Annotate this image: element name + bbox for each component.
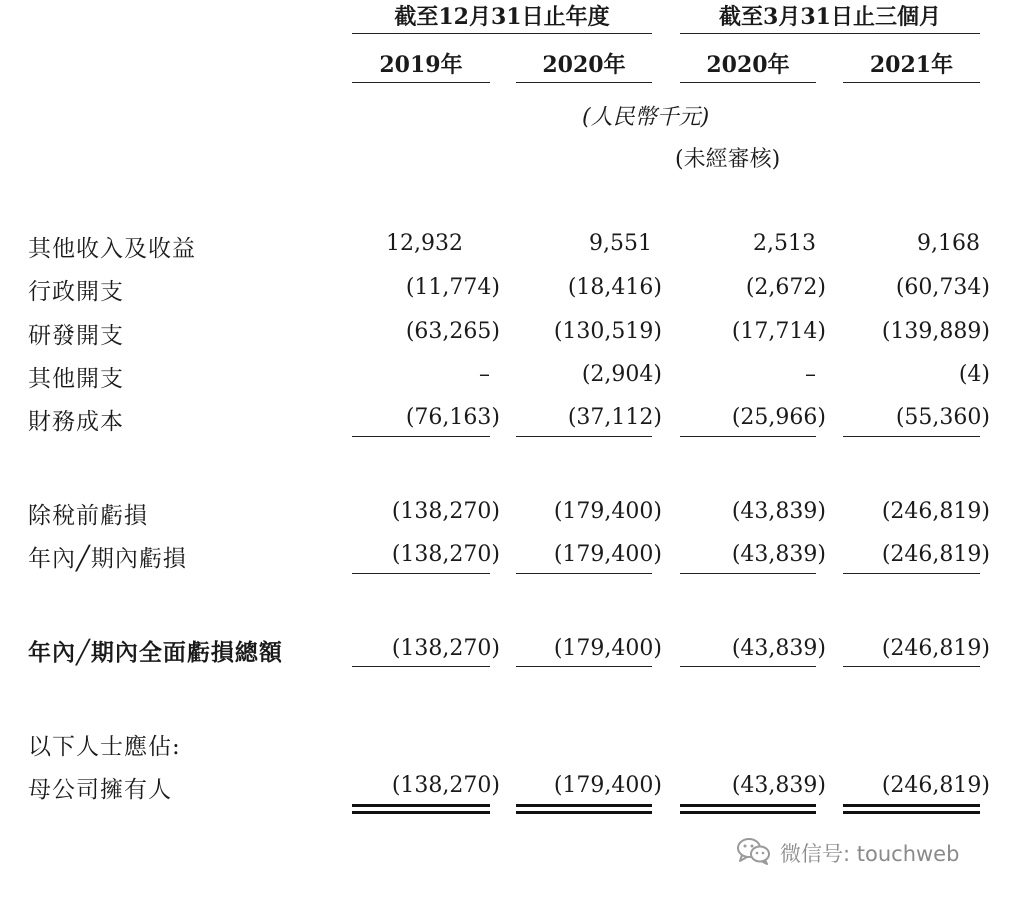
cell-finance-q2021: (55,360) bbox=[895, 405, 990, 430]
cell-finance-q2020: (25,966) bbox=[731, 405, 826, 430]
cell-lbt-q2021: (246,819) bbox=[881, 499, 990, 524]
cell-other-exp-q2020: – bbox=[805, 362, 816, 387]
cell-owners-q2021: (246,819) bbox=[881, 773, 990, 798]
cell-tcl-2020: (179,400) bbox=[553, 636, 662, 661]
year-header-4: 2021年 bbox=[869, 52, 954, 78]
total-rule-2 bbox=[516, 666, 652, 667]
cell-rnd-q2021: (139,889) bbox=[881, 319, 990, 344]
group-header-rule-fiscal bbox=[352, 33, 652, 34]
cell-other-income-2020: 9,551 bbox=[589, 231, 652, 256]
watermark-text: 微信号: touchweb bbox=[780, 842, 960, 866]
group-header-rule-quarter bbox=[680, 33, 980, 34]
subtotal-rule-2 bbox=[516, 436, 652, 437]
subtotal-rule-3 bbox=[680, 436, 816, 437]
cell-tcl-q2020: (43,839) bbox=[731, 636, 826, 661]
total-rule-4 bbox=[843, 666, 980, 667]
cell-other-exp-2019: – bbox=[479, 362, 490, 387]
cell-rnd-q2020: (17,714) bbox=[731, 319, 826, 344]
cell-owners-2020: (179,400) bbox=[553, 773, 662, 798]
total-rule-3 bbox=[680, 666, 816, 667]
row-label-admin-expenses: 行政開支 bbox=[28, 279, 124, 305]
subtotal-rule-1 bbox=[352, 436, 490, 437]
cell-other-income-q2020: 2,513 bbox=[753, 231, 816, 256]
cell-tcl-2019: (138,270) bbox=[391, 636, 500, 661]
cell-admin-2020: (18,416) bbox=[567, 275, 662, 300]
loss-rule-2 bbox=[516, 573, 652, 574]
row-label-finance-costs: 財務成本 bbox=[28, 409, 124, 435]
row-label-other-income: 其他收入及收益 bbox=[28, 236, 196, 262]
cell-finance-2020: (37,112) bbox=[567, 405, 662, 430]
cell-rnd-2020: (130,519) bbox=[553, 319, 662, 344]
cell-other-exp-2020: (2,904) bbox=[581, 362, 662, 387]
year-rule-3 bbox=[680, 82, 816, 83]
wechat-icon bbox=[736, 836, 780, 871]
row-label-total-comprehensive-loss: 年內╱期內全面虧損總額 bbox=[28, 639, 283, 666]
subtotal-rule-4 bbox=[843, 436, 980, 437]
year-header-1: 2019年 bbox=[379, 52, 463, 78]
row-label-owners-of-parent: 母公司擁有人 bbox=[28, 777, 172, 803]
row-label-rnd-expenses: 研發開支 bbox=[28, 323, 124, 349]
cell-rnd-2019: (63,265) bbox=[405, 319, 500, 344]
double-rule-1 bbox=[352, 804, 490, 814]
loss-rule-1 bbox=[352, 573, 490, 574]
loss-rule-3 bbox=[680, 573, 816, 574]
cell-other-income-q2021: 9,168 bbox=[917, 231, 980, 256]
double-rule-3 bbox=[680, 804, 816, 814]
row-label-loss-before-tax: 除稅前虧損 bbox=[28, 503, 148, 529]
cell-owners-2019: (138,270) bbox=[391, 773, 500, 798]
cell-tcl-q2021: (246,819) bbox=[881, 636, 990, 661]
total-rule-1 bbox=[352, 666, 490, 667]
year-header-3: 2020年 bbox=[706, 52, 790, 78]
cell-loss-2020: (179,400) bbox=[553, 542, 662, 567]
year-rule-2 bbox=[516, 82, 652, 83]
year-rule-4 bbox=[843, 82, 980, 83]
cell-other-income-2019: 12,932 bbox=[386, 231, 463, 256]
double-rule-4 bbox=[843, 804, 980, 814]
unaudited-note: (未經審核) bbox=[675, 147, 781, 172]
cell-loss-q2020: (43,839) bbox=[731, 542, 826, 567]
cell-owners-q2020: (43,839) bbox=[731, 773, 826, 798]
cell-finance-2019: (76,163) bbox=[405, 405, 500, 430]
row-label-other-expenses: 其他開支 bbox=[28, 366, 124, 392]
group-header-three-months: 截至3月31日止三個月 bbox=[719, 4, 941, 30]
year-rule-1 bbox=[352, 82, 490, 83]
cell-lbt-q2020: (43,839) bbox=[731, 499, 826, 524]
double-rule-2 bbox=[516, 804, 652, 814]
cell-lbt-2020: (179,400) bbox=[553, 499, 662, 524]
year-header-2: 2020年 bbox=[542, 52, 626, 78]
cell-loss-q2021: (246,819) bbox=[881, 542, 990, 567]
row-label-attributable-to: 以下人士應佔: bbox=[28, 734, 181, 760]
cell-admin-2019: (11,774) bbox=[405, 275, 500, 300]
row-label-loss-for-period: 年內╱期內虧損 bbox=[28, 546, 187, 572]
cell-loss-2019: (138,270) bbox=[391, 542, 500, 567]
currency-unit-note: (人民幣千元) bbox=[582, 105, 710, 130]
cell-other-exp-q2021: (4) bbox=[958, 362, 990, 387]
group-header-fiscal-year: 截至12月31日止年度 bbox=[394, 4, 610, 30]
loss-rule-4 bbox=[843, 573, 980, 574]
cell-admin-q2020: (2,672) bbox=[745, 275, 826, 300]
watermark bbox=[736, 836, 959, 870]
cell-lbt-2019: (138,270) bbox=[391, 499, 500, 524]
cell-admin-q2021: (60,734) bbox=[895, 275, 990, 300]
